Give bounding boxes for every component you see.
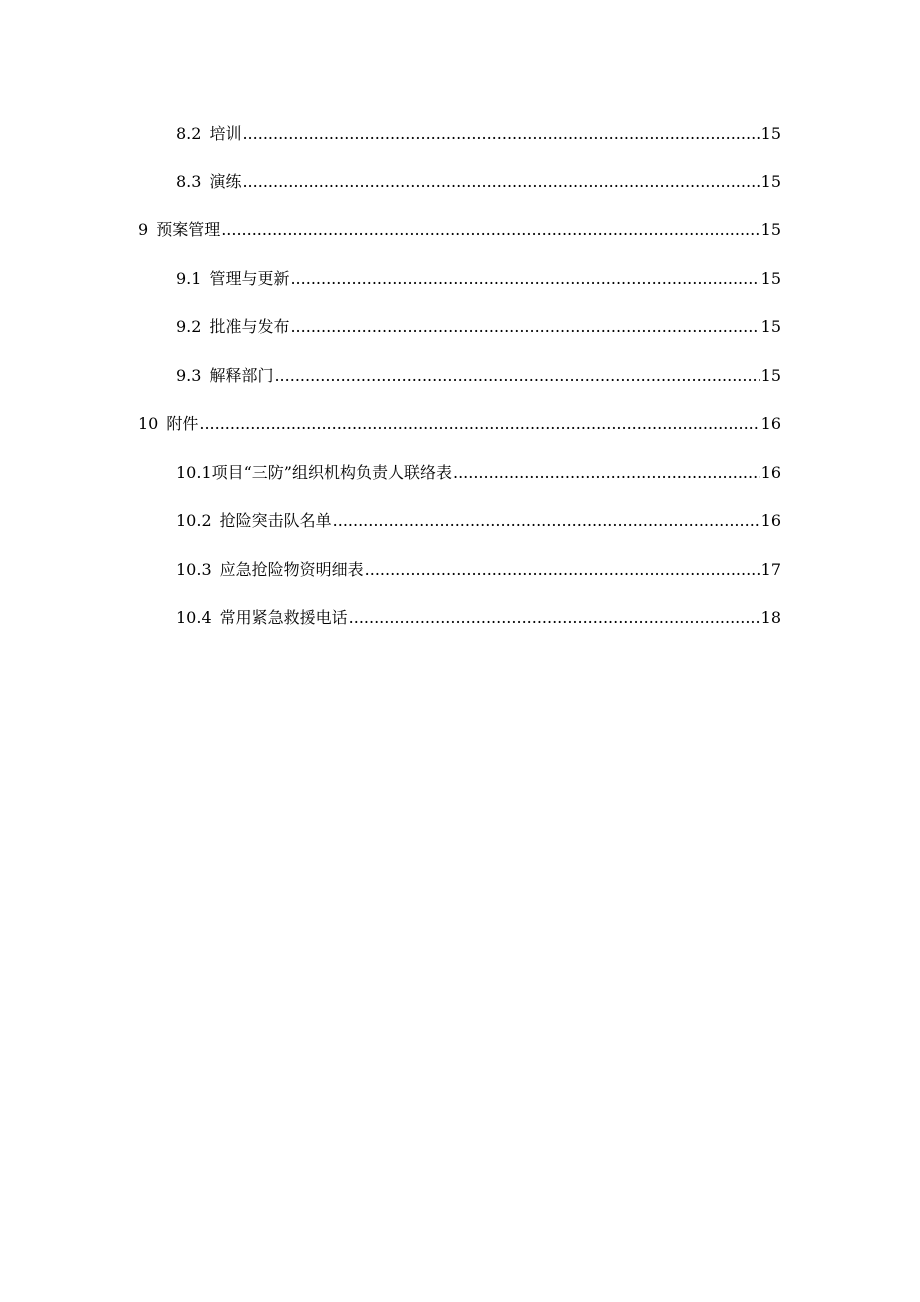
toc-entry-number: 9.1 <box>176 269 202 288</box>
toc-entry-9-3[interactable] <box>176 360 781 386</box>
toc-dot-leader <box>333 511 760 531</box>
toc-dot-leader <box>199 414 759 434</box>
toc-entry-page: 18 <box>760 608 781 627</box>
toc-entry-number: 10 <box>138 414 159 433</box>
toc-dot-leader <box>242 172 759 192</box>
toc-entry-page: 15 <box>760 366 781 385</box>
toc-dot-leader <box>274 366 759 386</box>
toc-entry-8-2[interactable] <box>176 118 781 144</box>
toc-entry-title: 培训 <box>209 124 242 143</box>
toc-dot-leader <box>221 220 759 240</box>
toc-entry-number: 8.2 <box>176 124 202 143</box>
toc-entry-9[interactable] <box>138 214 781 240</box>
toc-entry-title: 演练 <box>209 172 242 191</box>
toc-entry-title: 批准与发布 <box>209 317 290 336</box>
toc-entry-page: 16 <box>760 463 781 482</box>
toc-entry-page: 15 <box>760 220 781 239</box>
toc-entry-10[interactable] <box>138 408 781 434</box>
toc-entry-number: 8.3 <box>176 172 202 191</box>
toc-dot-leader <box>242 124 759 144</box>
toc-entry-page: 15 <box>760 172 781 191</box>
toc-entry-page: 16 <box>760 414 781 433</box>
toc-entry-page: 16 <box>760 511 781 530</box>
toc-entry-number: 9.2 <box>176 317 202 336</box>
toc-entry-page: 15 <box>760 269 781 288</box>
toc-dot-leader <box>365 560 760 580</box>
toc-entry-title: 抢险突击队名单 <box>219 511 332 530</box>
toc-dot-leader <box>290 317 759 337</box>
toc-dot-leader <box>290 269 759 289</box>
toc-entry-number: 10.1 <box>176 463 212 482</box>
toc-entry-number: 9.3 <box>176 366 202 385</box>
toc-entry-10-3[interactable] <box>176 554 781 580</box>
toc-entry-title: 解释部门 <box>209 366 274 385</box>
toc-entry-title: 应急抢险物资明细表 <box>219 560 364 579</box>
toc-entry-title: 预案管理 <box>156 220 221 239</box>
toc-entry-10-4[interactable] <box>176 602 781 628</box>
toc-entry-number: 10.3 <box>176 560 212 579</box>
toc-entry-10-2[interactable] <box>176 505 781 531</box>
toc-entry-number: 10.4 <box>176 608 212 627</box>
toc-entry-title: 项目“三防”组织机构负责人联络表 <box>211 463 452 482</box>
toc-entry-8-3[interactable] <box>176 166 781 192</box>
toc-entry-number: 10.2 <box>176 511 212 530</box>
toc-entry-9-1[interactable] <box>176 263 781 289</box>
toc-entry-9-2[interactable] <box>176 311 781 337</box>
toc-entry-number: 9 <box>138 220 149 239</box>
toc-entry-page: 15 <box>760 317 781 336</box>
toc-entry-title: 常用紧急救援电话 <box>219 608 348 627</box>
toc-dot-leader <box>349 608 760 628</box>
toc-dot-leader <box>453 463 760 483</box>
toc-entry-page: 17 <box>760 560 781 579</box>
toc-entry-title: 附件 <box>166 414 199 433</box>
toc-entry-title: 管理与更新 <box>209 269 290 288</box>
toc-entry-10-1[interactable] <box>176 457 781 483</box>
toc-entry-page: 15 <box>760 124 781 143</box>
